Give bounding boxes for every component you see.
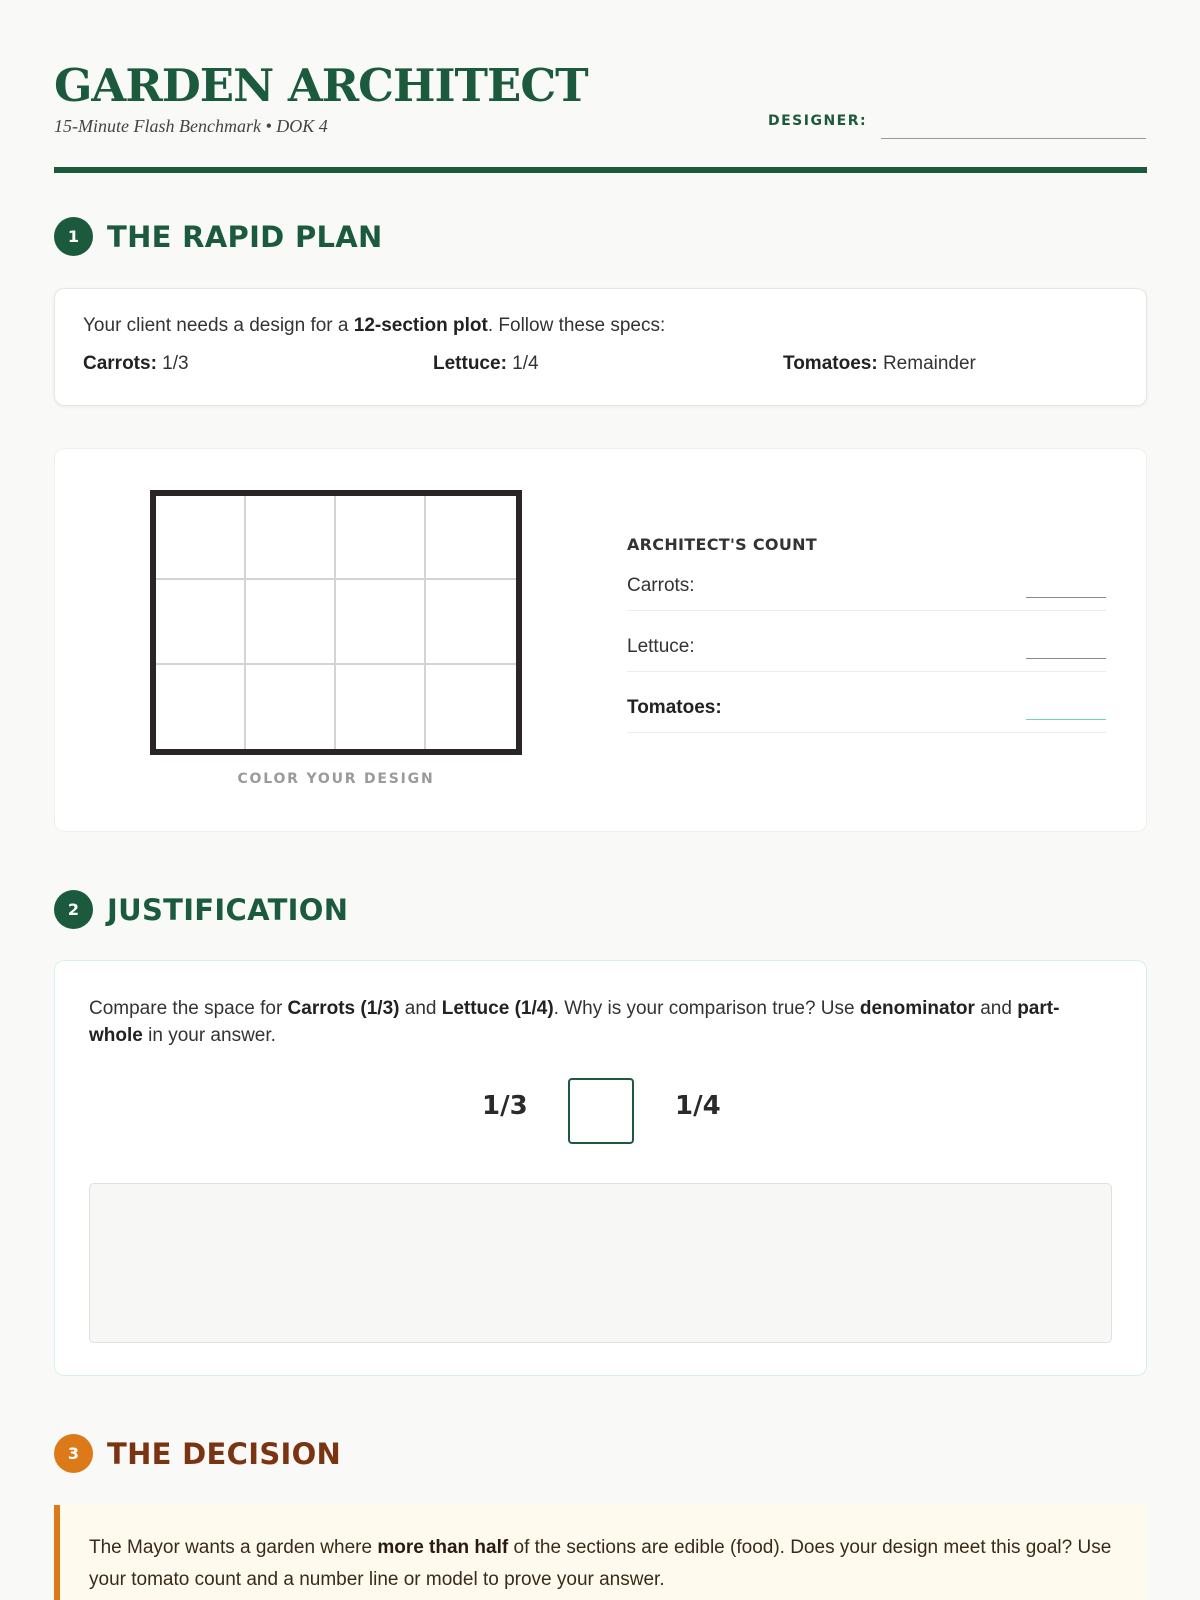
designer-label: DESIGNER:: [768, 113, 868, 129]
comparison-symbol-box[interactable]: [568, 1078, 634, 1144]
plot-cell[interactable]: [426, 496, 516, 580]
justification-answer-box[interactable]: [89, 1183, 1112, 1343]
section-1-number-badge: 1: [54, 217, 93, 256]
page-subtitle: 15-Minute Flash Benchmark • DOK 4: [54, 116, 328, 136]
count-blank-lettuce[interactable]: [1026, 658, 1106, 659]
justification-prompt: Compare the space for Carrots (1/3) and Lettuce (1/4). Why is your comparison true? Use denominator and part-whole in your answer.: [89, 998, 1060, 1046]
designer-name-blank[interactable]: [881, 138, 1146, 139]
decision-prompt: The Mayor wants a garden where more than half of the sections are edible (food). Does your design meet this goal? Use your tomato count and a number line or model to prove your answer.: [89, 1537, 1112, 1590]
spec-tomatoes: Tomatoes: Remainder: [783, 353, 976, 374]
count-label-carrots: Carrots:: [627, 575, 695, 596]
right-fraction: 1/4: [675, 1091, 721, 1121]
left-fraction: 1/3: [482, 1091, 528, 1121]
plot-cell[interactable]: [246, 580, 336, 664]
count-label-tomatoes: Tomatoes:: [627, 697, 722, 718]
section-3-number-badge: 3: [54, 1434, 93, 1473]
section-1-heading: [54, 217, 383, 256]
justification-card: [54, 960, 1147, 1376]
spec-intro: Your client needs a design for a 12-section plot. Follow these specs:: [83, 315, 666, 336]
section-3-heading: [54, 1434, 341, 1473]
design-card: [54, 448, 1147, 832]
spec-carrots: Carrots: 1/3: [83, 353, 189, 374]
decision-callout: [54, 1505, 1147, 1600]
count-title: ARCHITECT'S COUNT: [627, 535, 818, 554]
designer-field: [768, 113, 1146, 129]
section-2-heading: [54, 890, 348, 929]
count-blank-tomatoes[interactable]: [1026, 719, 1106, 720]
garden-plot-grid: [150, 490, 522, 755]
plot-cell[interactable]: [246, 665, 336, 749]
count-row-tomatoes: [627, 681, 1106, 733]
section-2-title: JUSTIFICATION: [107, 892, 349, 927]
section-2-number-badge: 2: [54, 890, 93, 929]
plot-cell[interactable]: [426, 665, 516, 749]
count-label-lettuce: Lettuce:: [627, 636, 695, 657]
spec-lettuce: Lettuce: 1/4: [433, 353, 539, 374]
count-blank-carrots[interactable]: [1026, 597, 1106, 598]
page-header: [54, 58, 1147, 137]
spec-card: [54, 288, 1147, 406]
plot-cell[interactable]: [246, 496, 336, 580]
count-row-lettuce: [627, 620, 1106, 672]
plot-cell[interactable]: [156, 496, 246, 580]
section-1-title: THE RAPID PLAN: [107, 219, 383, 254]
plot-cell[interactable]: [156, 580, 246, 664]
page-title: GARDEN ARCHITECT: [54, 59, 588, 112]
header-divider: [54, 167, 1147, 173]
section-3-title: THE DECISION: [107, 1436, 342, 1471]
grid-caption: COLOR YOUR DESIGN: [237, 771, 435, 787]
plot-cell[interactable]: [336, 496, 426, 580]
plot-cell[interactable]: [426, 580, 516, 664]
plot-cell[interactable]: [336, 665, 426, 749]
plot-cell[interactable]: [156, 665, 246, 749]
plot-cell[interactable]: [336, 580, 426, 664]
count-row-carrots: [627, 559, 1106, 611]
